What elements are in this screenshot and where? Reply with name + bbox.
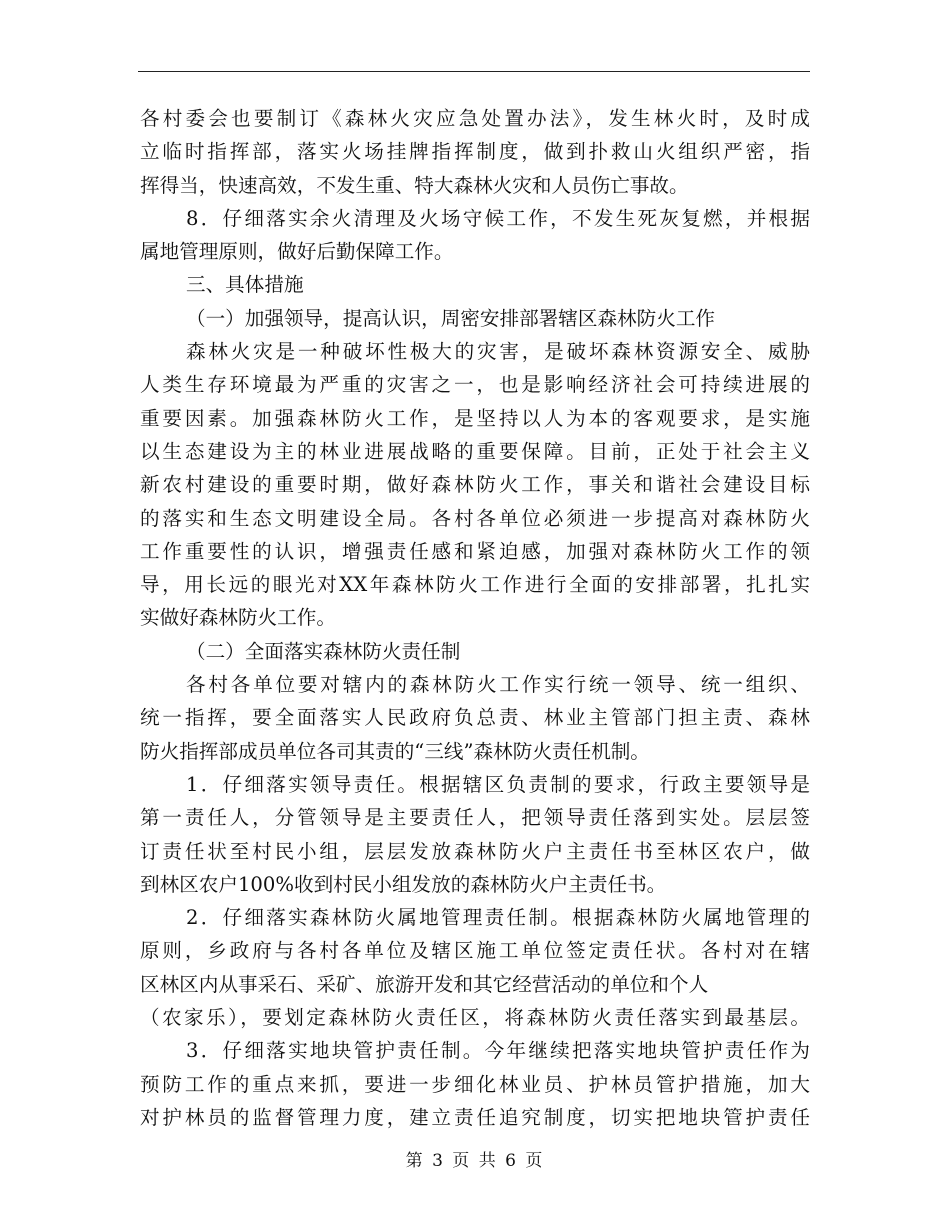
text-line: 的落实和生态文明建设全局。各村各单位必须进一步提高对森林防火 xyxy=(140,506,810,530)
text-line: 实做好森林防火工作。 xyxy=(140,606,336,630)
page-footer: 第 3 页 共 6 页 xyxy=(405,1151,545,1171)
text-line: 各村委会也要制订《森林火灾应急处置办法》，发生林火时，及时成 xyxy=(140,107,810,130)
text-line: 导，用长远的眼光对XX年森林防火工作进行全面的安排部署，扎扎实 xyxy=(140,573,810,597)
subsection-heading: （一）加强领导，提高认识，周密安排部署辖区森林防火工作 xyxy=(186,306,716,330)
subsection-heading: （二）全面落实森林防火责任制 xyxy=(186,639,461,663)
text-line: 8．仔细落实余火清理及火场守候工作，不发生死灰复燃，并根据 xyxy=(186,206,810,230)
text-line: 各村各单位要对辖内的森林防火工作实行统一领导、统一组织、 xyxy=(186,673,810,697)
text-line: 人类生存环境最为严重的灾害之一，也是影响经济社会可持续进展的 xyxy=(140,373,810,397)
text-line: 立临时指挥部，落实火场挂牌指挥制度，做到扑救山火组织严密，指 xyxy=(140,140,810,164)
text-line: 1．仔细落实领导责任。根据辖区负责制的要求，行政主要领导是 xyxy=(186,772,810,796)
text-line: 订责任状至村民小组，层层发放森林防火户主责任书至林区农户，做 xyxy=(140,839,810,863)
text-line: 新农村建设的重要时期，做好森林防火工作，事关和谐社会建设目标 xyxy=(140,473,810,497)
section-heading: 三、具体措施 xyxy=(186,273,304,297)
text-line: 预防工作的重点来抓，要进一步细化林业员、护林员管护措施，加大 xyxy=(140,1072,810,1096)
text-line: 3．仔细落实地块管护责任制。今年继续把落实地块管护责任作为 xyxy=(186,1039,810,1063)
text-line: 防火指挥部成员单位各司其责的“三线”森林防火责任机制。 xyxy=(140,739,650,763)
text-line: 挥得当，快速高效，不发生重、特大森林火灾和人员伤亡事故。 xyxy=(140,173,689,197)
text-line: 第一责任人，分管领导是主要责任人，把领导责任落到实处。层层签 xyxy=(140,806,810,830)
text-line: 区林区内从事采石、采矿、旅游开发和其它经营活动的单位和个人 xyxy=(140,972,709,996)
text-line: 以生态建设为主的林业进展战略的重要保障。目前，正处于社会主义 xyxy=(140,439,810,463)
text-line: 统一指挥，要全面落实人民政府负总责、林业主管部门担主责、森林 xyxy=(140,706,810,730)
text-line: （农家乐），要划定森林防火责任区，将森林防火责任落实到最基层。 xyxy=(140,1006,810,1030)
text-line: 重要因素。加强森林防火工作，是坚持以人为本的客观要求，是实施 xyxy=(140,406,810,430)
text-line: 对护林员的监督管理力度，建立责任追究制度，切实把地块管护责任 xyxy=(140,1105,810,1129)
header-rule xyxy=(138,71,810,72)
text-line: 属地管理原则，做好后勤保障工作。 xyxy=(140,240,454,264)
text-line: 原则，乡政府与各村各单位及辖区施工单位签定责任状。各村对在辖 xyxy=(140,939,810,963)
text-line: 工作重要性的认识，增强责任感和紧迫感，加强对森林防火工作的领 xyxy=(140,539,810,563)
text-line: 到林区农户100%收到村民小组发放的森林防火户主责任书。 xyxy=(140,872,667,896)
text-line: 森林火灾是一种破坏性极大的灾害，是破坏森林资源安全、威胁 xyxy=(186,340,810,364)
text-line: 2．仔细落实森林防火属地管理责任制。根据森林防火属地管理的 xyxy=(186,906,810,930)
document-body xyxy=(140,102,810,1134)
